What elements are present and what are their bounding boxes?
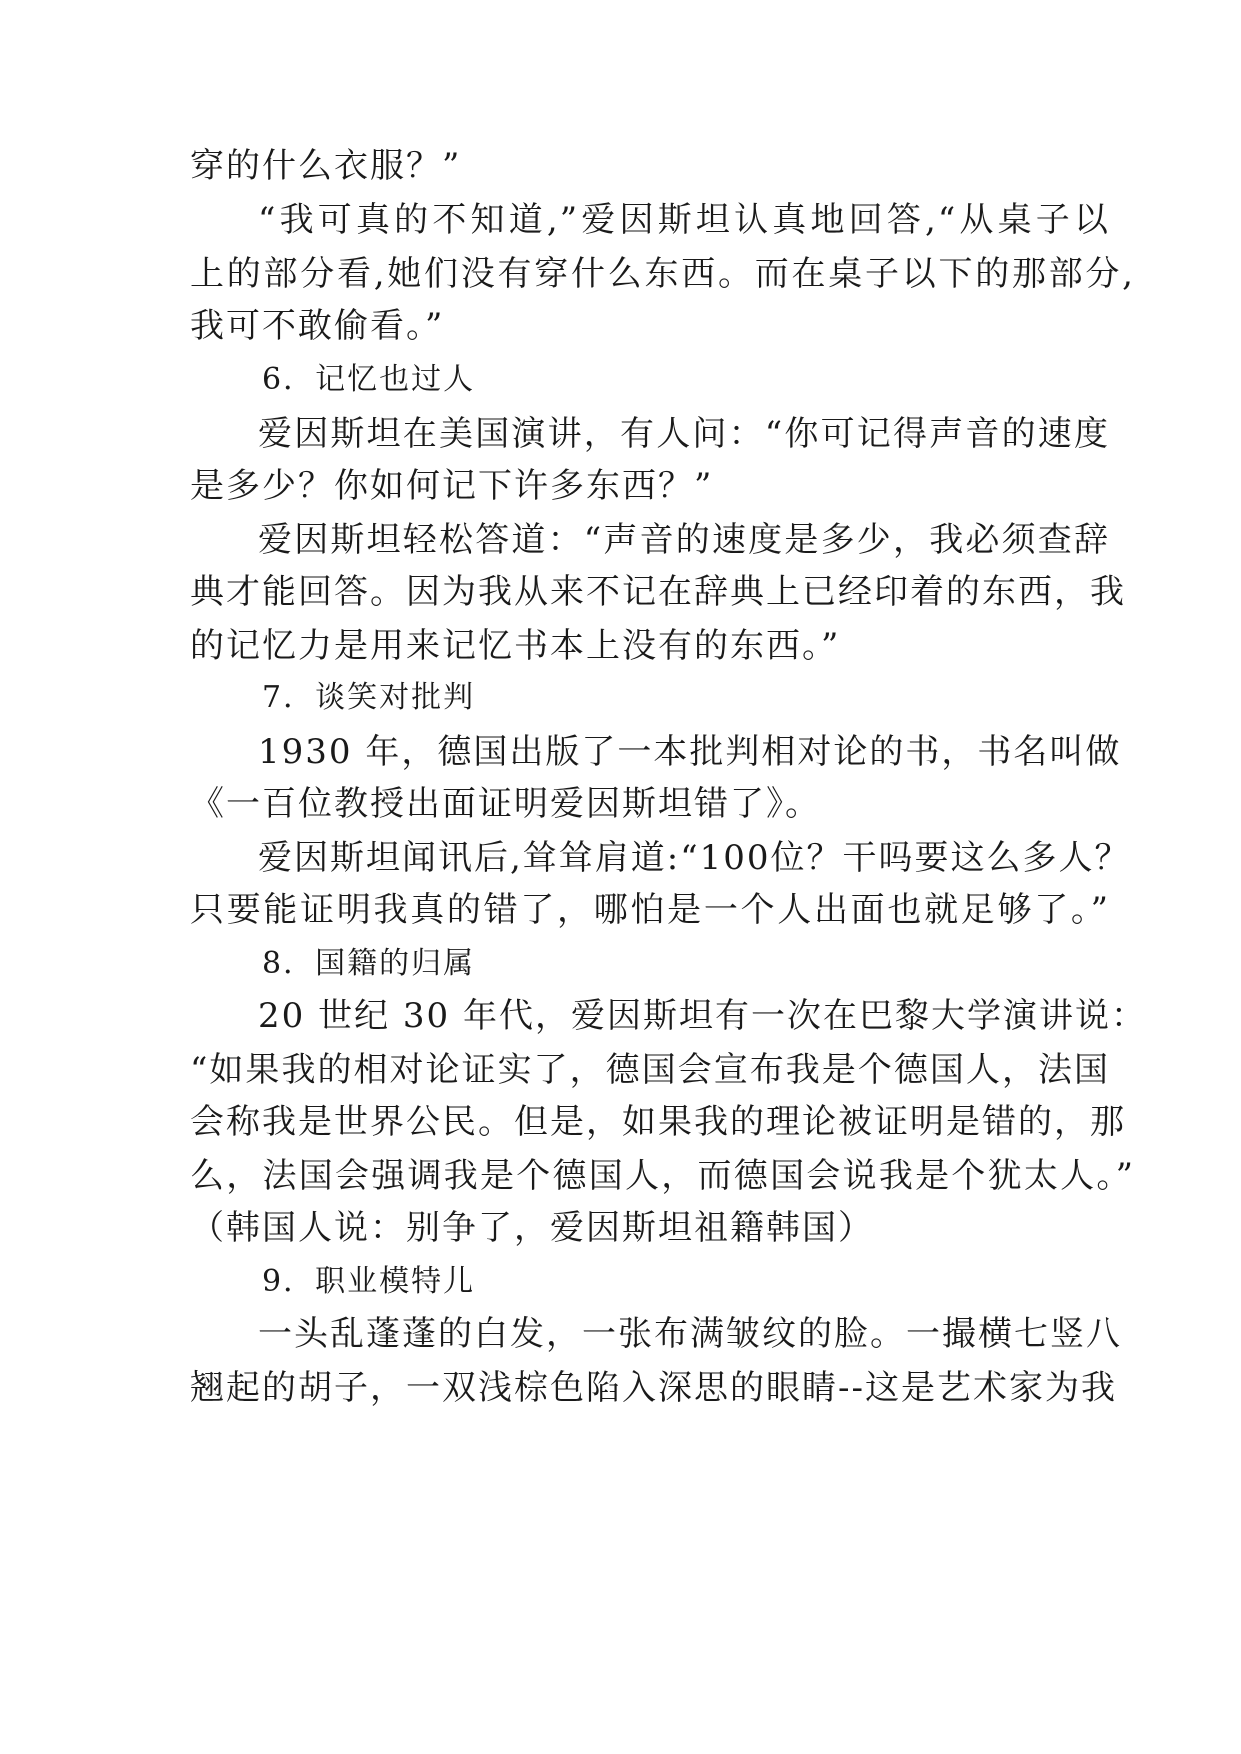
text-line: “我可真的不知道,”爱因斯坦认真地回答,“从桌子以: [258, 200, 1110, 240]
text-line: 我可不敢偷看。”: [190, 306, 445, 346]
text-line: 会称我是世界公民。但是，如果我的理论被证明是错的，那: [190, 1102, 1126, 1142]
text-line: 一头乱蓬蓬的白发，一张布满皱纹的脸。一撮横七竖八: [258, 1314, 1122, 1354]
section-heading: 6．记忆也过人: [262, 362, 476, 397]
text-line: （韩国人说：别争了，爱因斯坦祖籍韩国）: [190, 1208, 874, 1248]
text-line: 爱因斯坦闻讯后,耸耸肩道:“100位？干吗要这么多人？: [258, 838, 1131, 878]
section-heading: 7．谈笑对批判: [262, 680, 476, 715]
text-line: 穿的什么衣服？”: [190, 146, 462, 186]
text-line: 爱因斯坦在美国演讲，有人问：“你可记得声音的速度: [258, 414, 1110, 454]
text-line: 典才能回答。因为我从来不记在辞典上已经印着的东西，我: [190, 572, 1126, 612]
section-heading: 9．职业模特儿: [262, 1264, 476, 1299]
text-line: 《一百位教授出面证明爱因斯坦错了》。: [190, 784, 821, 824]
text-line: 爱因斯坦轻松答道：“声音的速度是多少，我必须查辞: [258, 520, 1110, 560]
text-line: 是多少？你如何记下许多东西？”: [190, 466, 714, 506]
text-line: 1930 年，德国出版了一本批判相对论的书，书名叫做: [258, 732, 1122, 772]
text-line: 20 世纪 30 年代，爱因斯坦有一次在巴黎大学演讲说：: [258, 996, 1147, 1036]
text-line: “如果我的相对论证实了，德国会宣布我是个德国人，法国: [190, 1050, 1110, 1090]
text-line: 么，法国会强调我是个德国人，而德国会说我是个犹太人。”: [190, 1156, 1135, 1196]
text-line: 的记忆力是用来记忆书本上没有的东西。”: [190, 626, 841, 666]
section-heading: 8．国籍的归属: [262, 946, 476, 981]
text-line: 上的部分看,她们没有穿什么东西。而在桌子以下的那部分,: [190, 254, 1135, 294]
text-line: 翘起的胡子，一双浅棕色陷入深思的眼睛--这是艺术家为我: [190, 1368, 1117, 1408]
text-line: 只要能证明我真的错了，哪怕是一个人出面也就足够了。”: [190, 890, 1110, 930]
